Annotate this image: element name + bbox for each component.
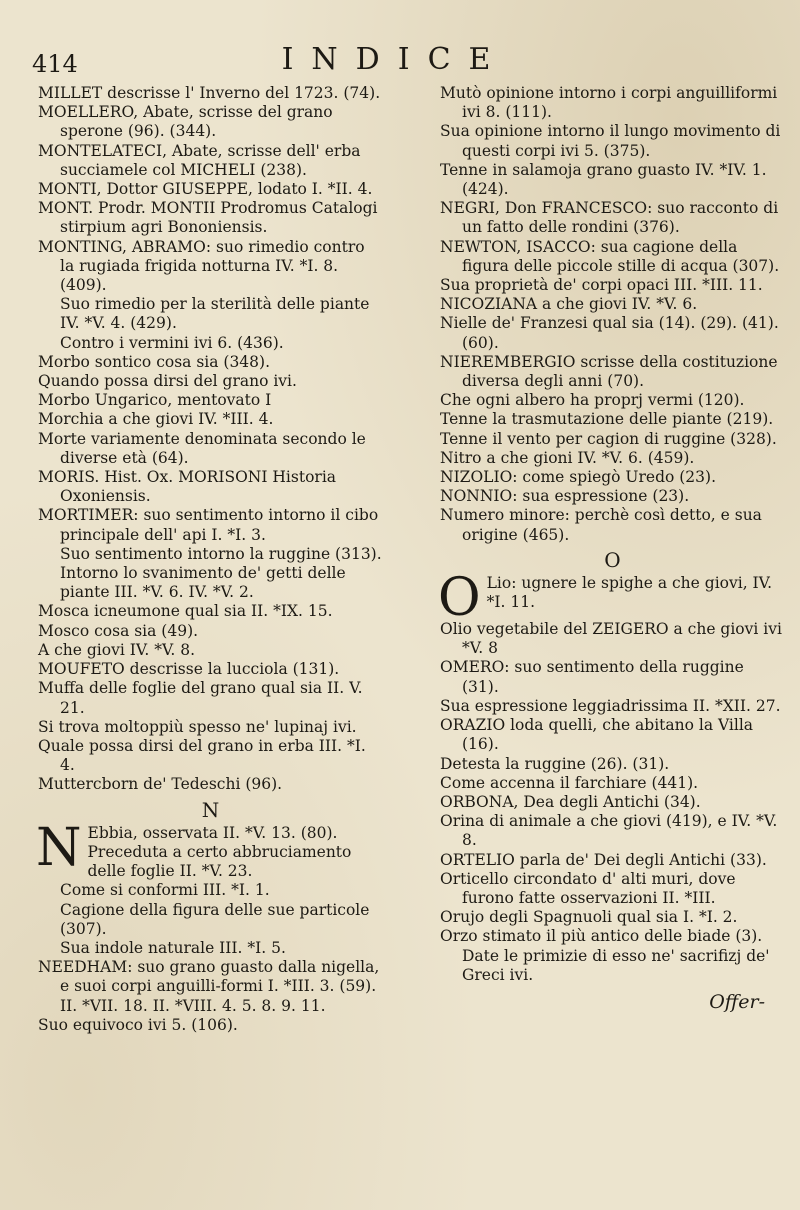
left-column — [38, 84, 383, 1035]
index-entry: Orticello circondato d' alti muri, dove furono fatte osservazioni II. *III. — [440, 869, 736, 907]
index-entry: Tenne la trasmutazione delle piante (219). — [440, 410, 774, 429]
index-entry: Tenne il vento per cagion di ruggine (328). — [440, 429, 777, 448]
page-header — [0, 42, 800, 82]
index-entry: MONT. Prodr. MONTII Prodromus Catalogi stirpium agri Bononiensis. — [38, 199, 378, 237]
index-subentry: Cagione della figura delle sue particole (307). — [60, 900, 370, 938]
index-entry: Nitro a che gioni IV. *V. 6. (459). — [440, 448, 695, 467]
index-entry: Suo equivoco ivi 5. (106). — [38, 1015, 238, 1034]
index-entry: NIZOLIO: come spiegò Uredo (23). — [440, 468, 717, 487]
index-entry: Detesta la ruggine (26). (31). — [440, 754, 670, 773]
index-entry: Muffa delle foglie del grano qual sia II. V. 21. — [38, 679, 363, 717]
index-entry: Si trova moltoppiù spesso ne' lupinaj ivi. — [38, 717, 357, 736]
index-entry: Olio vegetabile del ZEIGERO a che giovi ivi *V. 8 — [440, 620, 782, 658]
index-entry: Morbo sontico cosa sia (348). — [38, 352, 271, 371]
index-subentry: Contro i vermini ivi 6. (436). — [60, 333, 284, 352]
index-entry: ORBONA, Dea degli Antichi (34). — [440, 792, 701, 811]
index-entry: NIEREMBERGIO scrisse della costituzione diversa degli anni (70). — [440, 352, 778, 391]
index-entry: Orzo stimato il più antico delle biade (3). Date le primizie di esso ne' sacrifizj de' Greci ivi. — [440, 927, 770, 984]
index-entry: NEWTON, ISACCO: sua cagione della figura delle piccole stille di acqua (307). — [440, 237, 780, 275]
index-entry: Morbo Ungarico, mentovato I — [38, 391, 272, 410]
index-entry: Tenne in salamoja grano guasto IV. *IV. 1. (424). — [440, 160, 767, 199]
catchword: Offer- — [709, 990, 765, 1013]
index-entry: Sua proprietà de' corpi opaci III. *III. 11. — [440, 276, 763, 295]
index-subentry: Sua indole naturale III. *I. 5. — [60, 938, 286, 957]
index-entry: Sua espressione leggiadrissima II. *XII. 27. — [440, 696, 781, 715]
index-entry: ORTELIO parla de' Dei degli Antichi (33). — [440, 850, 767, 869]
index-entry: NEEDHAM: suo grano guasto dalla nigella, e suoi corpi anguilli-formi I. *III. 3. (59). II. *VII. 18. II. *VIII. 4. 5. 8. 9. 11. — [38, 958, 380, 1015]
index-subentry: Come si conformi III. *I. 1. — [60, 881, 270, 900]
index-entry: Orujo degli Spagnuoli qual sia I. *I. 2. — [440, 908, 738, 927]
index-entry: ORAZIO loda quelli, che abitano la Villa (16). — [440, 716, 754, 754]
index-entry: Mosca icneumone qual sia II. *IX. 15. — [38, 602, 333, 621]
index-entry: MILLET descrisse l' Inverno del 1723. (74). — [38, 84, 381, 102]
section-letter-o: O — [604, 547, 621, 572]
index-entry: NONNIO: sua espressione (23). — [440, 487, 690, 506]
index-entry: OMERO: suo sentimento della ruggine (31). — [440, 658, 744, 696]
index-entry: Che ogni albero ha proprj vermi (120). — [440, 391, 745, 410]
index-entry: Quale possa dirsi del grano in erba III. *I. 4. — [38, 736, 366, 775]
index-entry: MOUFETO descrisse la lucciola (131). — [38, 660, 340, 679]
index-entry: MONTELATECI, Abate, scrisse dell' erba succiamele col MICHELI (238). — [38, 141, 361, 179]
index-entry: MORIS. Hist. Ox. MORISONI Historia Oxoniensis. — [38, 468, 337, 506]
page-title: INDICE — [281, 42, 509, 77]
index-entry: Orina di animale a che giovi (419), e IV. *V. 8. — [440, 812, 778, 850]
index-entry: O Lio: ugnere le spighe a che giovi, IV. *I. 11. — [438, 568, 773, 629]
right-column — [440, 84, 785, 1012]
page-number: 414 — [32, 50, 78, 78]
index-subentry: Suo sentimento intorno la ruggine (313). — [60, 544, 382, 563]
index-entry: Numero minore: perchè così detto, e sua origine (465). — [440, 506, 762, 544]
index-entry: Quando possa dirsi del grano ivi. — [38, 372, 297, 391]
index-entry: Morchia a che giovi IV. *III. 4. — [38, 410, 274, 429]
index-entry: Mosco cosa sia (49). — [38, 621, 199, 640]
index-entry: A che giovi IV. *V. 8. — [38, 640, 196, 659]
index-entry: Muttercborn de' Tedeschi (96). — [38, 775, 283, 794]
index-subentry: Suo rimedio per la sterilità delle piante IV. *V. 4. (429). — [60, 295, 370, 333]
drop-cap-o: O — [438, 568, 481, 629]
index-entry: MORTIMER: suo sentimento intorno il cibo principale dell' api I. *I. 3. — [38, 506, 379, 544]
index-entry: MONTING, ABRAMO: suo rimedio contro la rugiada frigida notturna IV. *I. 8. (409). — [38, 237, 365, 295]
index-entry: NICOZIANA a che giovi IV. *V. 6. — [440, 295, 698, 314]
index-entry: MONTI, Dottor GIUSEPPE, lodato I. *II. 4. — [38, 180, 373, 199]
drop-cap-n: N — [36, 817, 82, 878]
index-entry: Nielle de' Franzesi qual sia (14). (29). (41). (60). — [440, 314, 779, 352]
index-entry: N Ebbia, osservata II. *V. 13. (80). Preceduta a certo abbruciamento delle foglie II. *V. 23. — [36, 817, 352, 881]
index-entry: Morte variamente denominata secondo le diverse età (64). — [38, 429, 366, 467]
index-entry: Mutò opinione intorno i corpi anguilliformi ivi 8. (111). — [440, 84, 778, 122]
index-entry: Come accenna il farchiare (441). — [440, 773, 699, 792]
index-entry: NEGRI, Don FRANCESCO: suo racconto di un fatto delle rondini (376). — [440, 199, 779, 237]
index-entry: MOELLERO, Abate, scrisse del grano sperone (96). (344). — [38, 103, 333, 141]
index-subentry: Intorno lo svanimento de' getti delle piante III. *V. 6. IV. *V. 2. — [60, 564, 346, 602]
section-letter-n: N — [201, 797, 220, 822]
index-entry: Sua opinione intorno il lungo movimento di questi corpi ivi 5. (375). — [440, 122, 781, 160]
